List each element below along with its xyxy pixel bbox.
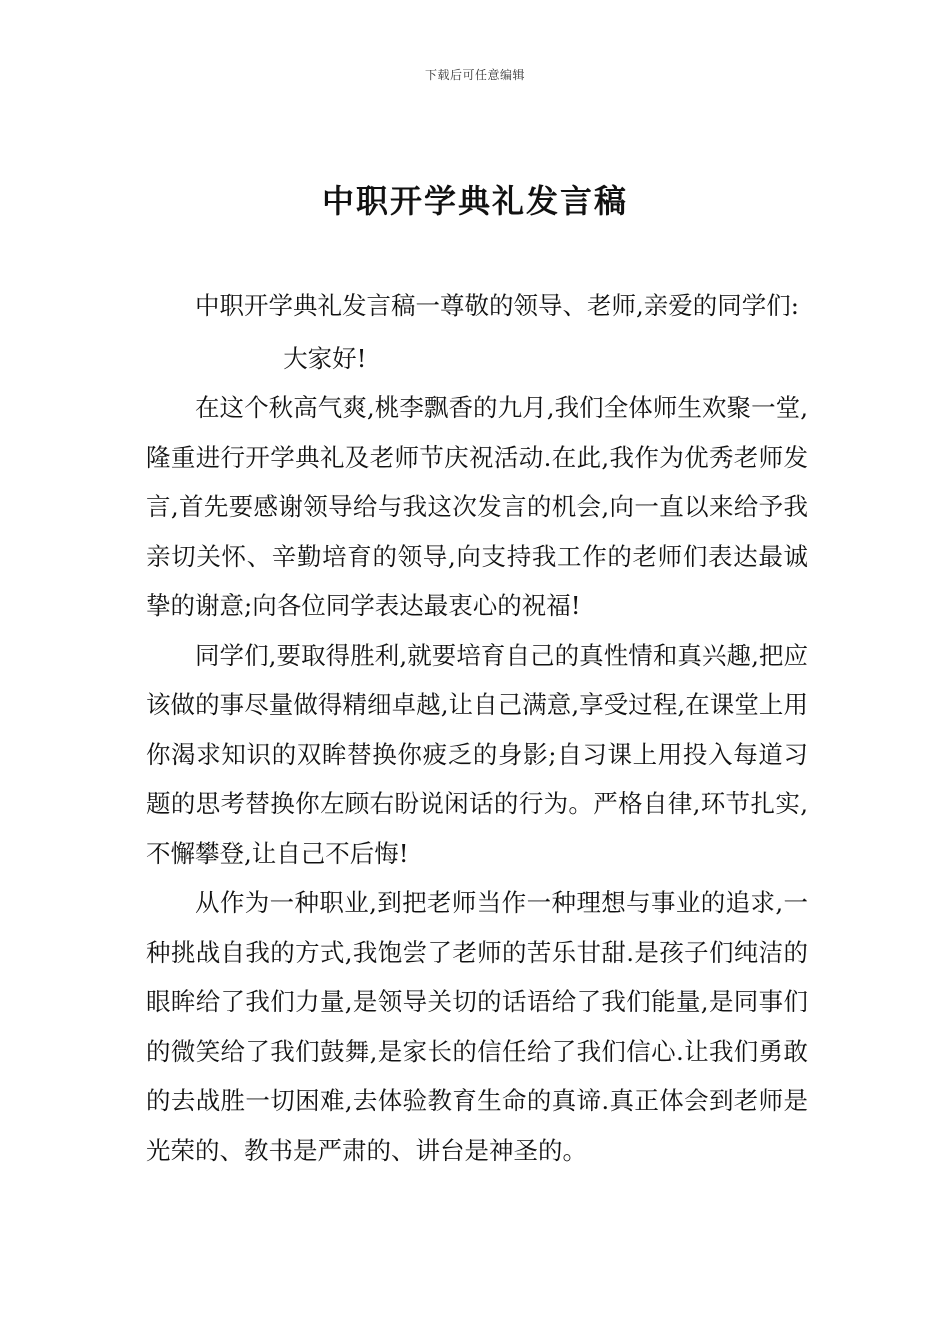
paragraph-students: 同学们,要取得胜利,就要培育自己的真性情和真兴趣,把应该做的事尽量做得精细卓越,让自己满意,享受过程,在课堂上用你渴求知识的双眸替换你疲乏的身影;自习课上用投入每道习题的思考替换你左顾右盼说闲话的行为。严格自律,环节扎实,不懈攀登,让自己不后悔! xyxy=(146,640,808,868)
header-note: 下载后可任意编辑 xyxy=(424,68,525,82)
paragraph-salutation: 中职开学典礼发言稿一尊敬的领导、老师,亲爱的同学们: xyxy=(195,291,800,320)
document-body xyxy=(146,281,808,1175)
paragraph-opening: 在这个秋高气爽,桃李飘香的九月,我们全体师生欢聚一堂,隆重进行开学典礼及老师节庆祝活动.在此,我作为优秀老师发言,首先要感谢领导给与我这次发言的机会,向一直以来给予我亲切关怀、辛勤培育的领导,向支持我工作的老师们表达最诚挚的谢意;向各位同学表达最衷心的祝福! xyxy=(146,393,808,620)
paragraph-greeting: 大家好! xyxy=(283,343,367,373)
paragraph-career: 从作为一种职业,到把老师当作一种理想与事业的追求,一种挑战自我的方式,我饱尝了老师的苦乐甘甜.是孩子们纯洁的眼眸给了我们力量,是领导关切的话语给了我们能量,是同事们的微笑给了我们鼓舞,是家长的信任给了我们信心.让我们勇敢的去战胜一切困难,去体验教育生命的真谛.真正体会到老师是光荣的、教书是严肃的、讲台是神圣的。 xyxy=(146,888,808,1165)
document-title: 中职开学典礼发言稿 xyxy=(321,182,628,220)
